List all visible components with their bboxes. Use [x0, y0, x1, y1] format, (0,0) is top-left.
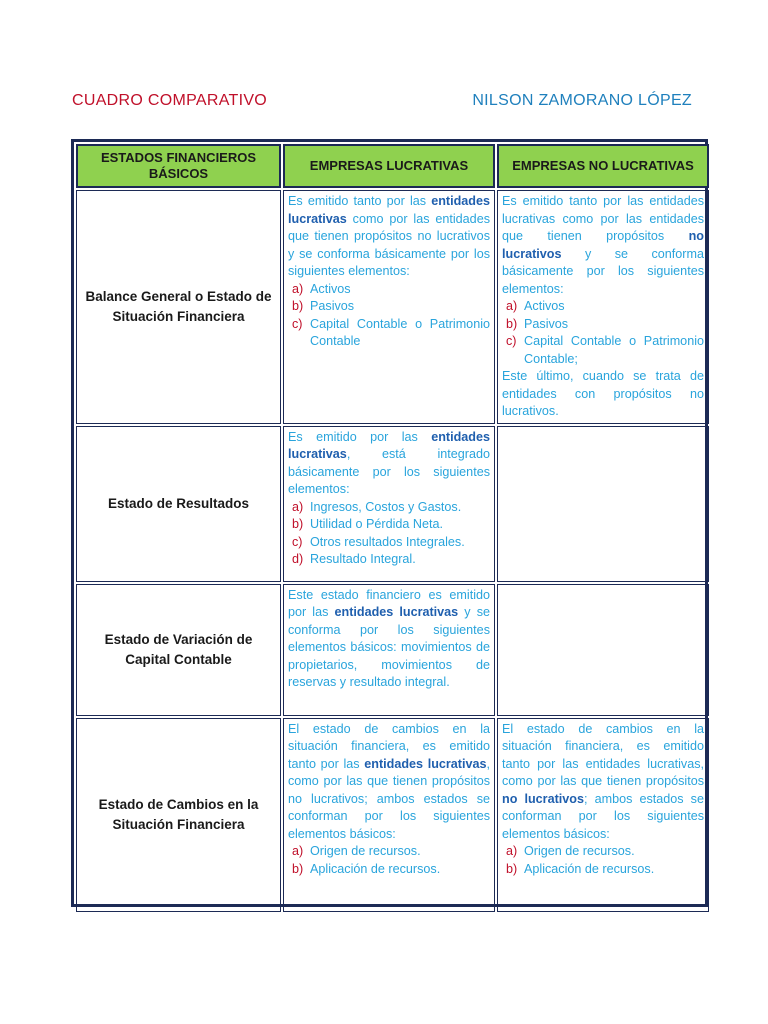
header-empresas-no-lucrativas: EMPRESAS NO LUCRATIVAS	[497, 144, 709, 188]
cell-lucrativas: Este estado financiero es emitido por las entidades lucrativas y se conforma por los siguientes elementos básicos: movimientos de propietarios, movimientos de reservas y resultado integral.	[283, 584, 495, 716]
document-header	[72, 92, 692, 116]
comparison-table	[71, 139, 708, 907]
row-label: Estado de Cambios en la Situación Financiera	[76, 718, 281, 912]
bold-term: no lucrativos	[502, 791, 584, 806]
closing-note: Este último, cuando se trata de entidades con propósitos no lucrativos.	[502, 369, 704, 418]
bold-term: no lucrativos	[502, 229, 704, 261]
element-list	[288, 843, 490, 878]
element-list	[502, 298, 704, 368]
header-estados-financieros: ESTADOS FINANCIEROS BÁSICOS	[76, 144, 281, 188]
list-item: c) Capital Contable o Patrimonio Contable	[292, 316, 490, 348]
cell-lucrativas: Es emitido por las entidades lucrativas, está integrado básicamente por los siguientes elementos: a) Ingresos, Costos y Gastos. b) Utilidad o Pérdida Neta. c) Otros resultados Integrales. d) Resultado Integral.	[283, 426, 495, 582]
list-item: a) Activos	[292, 281, 351, 296]
list-item: b) Utilidad o Pérdida Neta.	[292, 517, 444, 531]
author-name: NILSON ZAMORANO LÓPEZ	[472, 92, 692, 109]
element-list	[288, 499, 490, 569]
list-item: a) Ingresos, Costos y Gastos.	[292, 499, 462, 514]
bold-term: entidades lucrativas	[288, 194, 490, 226]
list-item: b) Aplicación de recursos.	[506, 861, 655, 876]
cell-no-lucrativas: El estado de cambios en la situación financiera, es emitido tanto por las entidades lucrativas, como por las que tienen propósitos no lucrativos; ambos estados se conforman por los siguientes elementos básicos: a) Origen de recursos. b) Aplicación de recursos.	[497, 718, 709, 912]
list-item: a) Activos	[506, 299, 565, 313]
table-header-row	[76, 144, 709, 188]
list-item: b) Pasivos	[506, 316, 569, 331]
cell-lucrativas: El estado de cambios en la situación financiera, es emitido tanto por las entidades lucrativas, como por las que tienen propósitos no lucrativos; ambos estados se conforman por los siguientes elementos básicos: a) Origen de recursos. b) Aplicación de recursos.	[283, 718, 495, 912]
list-item: d) Resultado Integral.	[292, 552, 416, 566]
element-list	[288, 281, 490, 351]
bold-term: entidades lucrativas	[288, 429, 490, 461]
element-list	[502, 843, 704, 878]
document-title: CUADRO COMPARATIVO	[72, 92, 268, 109]
row-label: Balance General o Estado de Situación Financiera	[76, 190, 281, 424]
list-item: c) Otros resultados Integrales.	[292, 534, 465, 549]
cell-no-lucrativas-empty	[497, 584, 709, 716]
cell-no-lucrativas: Es emitido tanto por las entidades lucrativas como por las entidades que tienen propósitos no lucrativos y se conforma básicamente por los siguientes elementos: a) Activos b) Pasivos c) Capital Contable o Patrimonio Contable; Este último, cuando se trata de entidades con propósitos no lucrativos.	[497, 190, 709, 424]
row-label: Estado de Variación de Capital Contable	[76, 584, 281, 716]
table-row-variacion-capital	[76, 584, 709, 716]
cell-no-lucrativas-empty	[497, 426, 709, 582]
row-label: Estado de Resultados	[76, 426, 281, 582]
cell-lucrativas: Es emitido tanto por las entidades lucrativas como por las entidades que tienen propósitos no lucrativos y se conforma básicamente por los siguientes elementos: a) Activos b) Pasivos c) Capital Contable o Patrimonio Contable	[283, 190, 495, 424]
list-item: b) Pasivos	[292, 299, 355, 313]
table-row-cambios-situacion	[76, 718, 709, 912]
table-row-balance-general	[76, 190, 709, 424]
comparison-grid	[74, 142, 711, 914]
list-item: a) Origen de recursos.	[506, 844, 635, 858]
list-item: c) Capital Contable o Patrimonio Contable;	[506, 334, 704, 366]
list-item: b) Aplicación de recursos.	[292, 861, 441, 876]
bold-term: entidades lucrativas	[334, 605, 459, 619]
bold-term: entidades lucrativas	[364, 756, 487, 771]
list-item: a) Origen de recursos.	[292, 844, 421, 858]
header-empresas-lucrativas: EMPRESAS LUCRATIVAS	[283, 144, 495, 188]
table-row-estado-resultados	[76, 426, 709, 582]
